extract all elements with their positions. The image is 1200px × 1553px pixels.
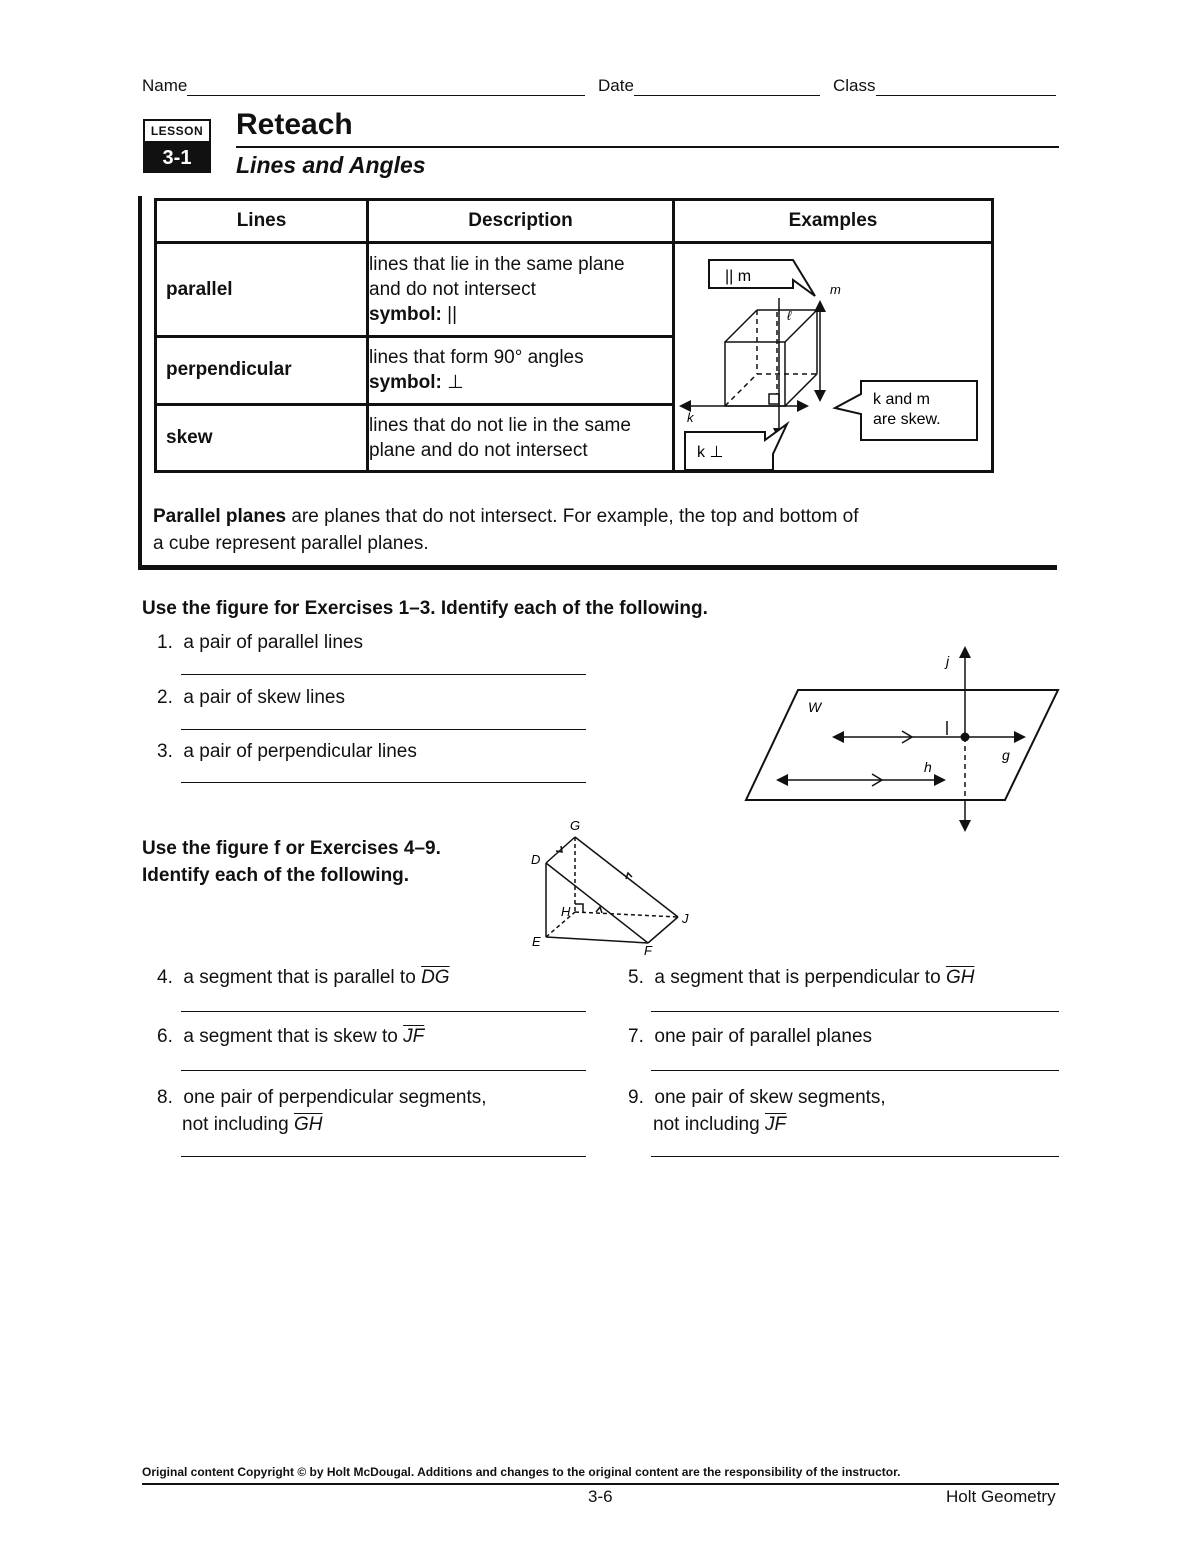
exercise-text-line2: not including	[182, 1114, 294, 1135]
exercise-text: one pair of perpendicular segments,	[183, 1087, 487, 1108]
label-j: J	[682, 911, 689, 926]
segment-df	[546, 863, 648, 943]
cube-edge	[785, 374, 817, 406]
segment-name: $\overline{GH}$	[293, 1114, 323, 1135]
exercise-5	[628, 967, 974, 989]
exercise-number: 5.	[628, 967, 644, 988]
answer-line-1[interactable]	[181, 674, 586, 675]
page-title: Reteach	[236, 108, 353, 141]
lesson-number: 3-1	[143, 143, 211, 173]
book-title: Holt Geometry	[946, 1487, 1056, 1506]
exercise-number: 9.	[628, 1087, 644, 1108]
exercise-3	[157, 741, 417, 763]
prism-figure	[528, 815, 698, 955]
lines-reference-table	[154, 198, 994, 473]
label-l: ℓ	[787, 308, 792, 323]
plane-w	[746, 690, 1058, 800]
page-subtitle: Lines and Angles	[236, 152, 426, 178]
exercise-text: a pair of perpendicular lines	[183, 741, 417, 762]
label-m: m	[830, 282, 841, 297]
section2-instruction-line1: Use the figure f or Exercises 4–9.	[142, 838, 441, 859]
right-angle-mark	[575, 904, 583, 912]
plane-figure	[740, 640, 1070, 835]
exercise-text: a segment that is parallel to	[183, 967, 422, 988]
exercise-1	[157, 632, 363, 654]
symbol-label: symbol:	[369, 304, 442, 326]
desc-parallel	[368, 243, 674, 337]
answer-line-5[interactable]	[651, 1011, 1059, 1012]
callout-skew-line2: are skew.	[873, 411, 941, 428]
label-d: D	[531, 852, 541, 867]
class-label: Class	[833, 76, 876, 95]
intersection-point	[961, 733, 970, 742]
desc-line: lines that lie in the same plane	[369, 254, 625, 276]
section2-instruction-line2: Identify each of the following.	[142, 865, 410, 886]
parallel-planes-note	[153, 503, 973, 557]
symbol-label: symbol:	[369, 372, 442, 394]
exercise-7	[628, 1026, 872, 1048]
exercise-text: one pair of skew segments,	[654, 1087, 886, 1108]
exercise-number: 7.	[628, 1026, 644, 1047]
desc-line: and do not intersect	[369, 279, 536, 301]
desc-line: lines that do not lie in the same	[369, 414, 631, 436]
exercise-text: a segment that is perpendicular to	[654, 967, 946, 988]
label-k: k	[687, 410, 694, 425]
segment-name: $\overline{JF}$	[403, 1026, 425, 1047]
label-e: E	[532, 934, 541, 949]
examples-cell	[674, 243, 993, 472]
label-j: j	[946, 653, 950, 669]
segment-name: $\overline{JF}$	[764, 1114, 787, 1135]
cube-edge	[725, 310, 757, 342]
parallel-mark	[556, 846, 562, 852]
exercise-text-line2: not including	[653, 1114, 765, 1135]
symbol-parallel: ||	[447, 304, 458, 326]
table-row-parallel	[156, 243, 993, 337]
lesson-badge	[143, 119, 211, 173]
answer-line-3[interactable]	[181, 782, 586, 783]
right-angle-mark	[769, 394, 779, 404]
copyright-notice: Original content Copyright © by Holt McDougal. Additions and changes to the original content are the responsibility of the instructor.	[142, 1465, 901, 1479]
lesson-label: LESSON	[143, 119, 211, 143]
table-header-lines: Lines	[156, 200, 368, 243]
exercise-6	[157, 1026, 424, 1048]
footer-divider	[142, 1483, 1059, 1485]
callout-skew-line1: k and m	[873, 391, 930, 408]
segment-ef	[546, 937, 648, 943]
exercise-number: 1.	[157, 632, 173, 653]
page-number: 3-6	[588, 1487, 613, 1506]
exercise-text: a segment that is skew to	[183, 1026, 404, 1047]
exercise-2	[157, 687, 345, 709]
cube-hidden-edge	[725, 374, 757, 406]
desc-perpendicular	[368, 337, 674, 404]
exercise-number: 8.	[157, 1087, 173, 1108]
label-h: H	[561, 904, 571, 919]
parallel-planes-text: are planes that do not intersect. For example, the top and bottom of	[286, 506, 859, 527]
segment-hj	[575, 912, 678, 917]
term-perpendicular: perpendicular	[156, 337, 368, 404]
exercise-number: 3.	[157, 741, 173, 762]
examples-figure	[675, 244, 991, 470]
parallel-planes-term: Parallel planes	[153, 506, 287, 527]
answer-line-4[interactable]	[181, 1011, 586, 1012]
callout-parallel: || m	[725, 268, 752, 285]
name-field[interactable]	[142, 76, 585, 96]
answer-line-9[interactable]	[651, 1156, 1059, 1157]
label-f: F	[644, 943, 652, 955]
title-divider	[236, 146, 1059, 148]
answer-line-2[interactable]	[181, 729, 586, 730]
desc-line: lines that form 90° angles	[369, 347, 584, 369]
answer-line-6[interactable]	[181, 1070, 586, 1071]
table-header-description: Description	[368, 200, 674, 243]
term-parallel: parallel	[156, 243, 368, 337]
exercise-text: a pair of parallel lines	[183, 632, 363, 653]
exercise-number: 4.	[157, 967, 173, 988]
exercise-4	[157, 967, 450, 989]
date-field[interactable]	[598, 76, 820, 96]
label-h: h	[924, 759, 932, 775]
exercise-number: 6.	[157, 1026, 173, 1047]
parallel-mark	[596, 907, 602, 913]
label-g: G	[570, 818, 581, 833]
answer-line-8[interactable]	[181, 1156, 586, 1157]
exercise-text: a pair of skew lines	[183, 687, 345, 708]
answer-line-7[interactable]	[651, 1070, 1059, 1071]
name-label: Name	[142, 76, 188, 95]
desc-line: plane and do not intersect	[369, 439, 588, 461]
exercise-8	[157, 1084, 487, 1138]
desc-skew	[368, 404, 674, 471]
segment-name: $\overline{DG}$	[421, 967, 450, 988]
section1-instruction: Use the figure for Exercises 1–3. Identify each of the following.	[142, 598, 708, 619]
segment-dg	[546, 837, 575, 863]
class-field[interactable]	[833, 76, 1056, 96]
frame-left-border	[138, 196, 142, 568]
term-skew: skew	[156, 404, 368, 471]
callout-perp: k ⊥	[697, 444, 724, 461]
exercise-9	[628, 1084, 886, 1138]
date-label: Date	[598, 76, 634, 95]
symbol-perpendicular: ⊥	[447, 372, 464, 394]
label-w: W	[808, 699, 822, 715]
parallel-planes-text2: a cube represent parallel planes.	[153, 533, 429, 554]
cube-drawing	[685, 298, 820, 434]
exercise-number: 2.	[157, 687, 173, 708]
frame-bottom-border	[138, 565, 1057, 570]
label-g: g	[1002, 747, 1010, 763]
segment-fj	[648, 917, 678, 943]
exercise-text: one pair of parallel planes	[654, 1026, 873, 1047]
segment-name: $\overline{GH}$	[945, 967, 975, 988]
section2-instruction	[142, 835, 441, 889]
table-header-examples: Examples	[674, 200, 993, 243]
table-header-row	[156, 200, 993, 243]
